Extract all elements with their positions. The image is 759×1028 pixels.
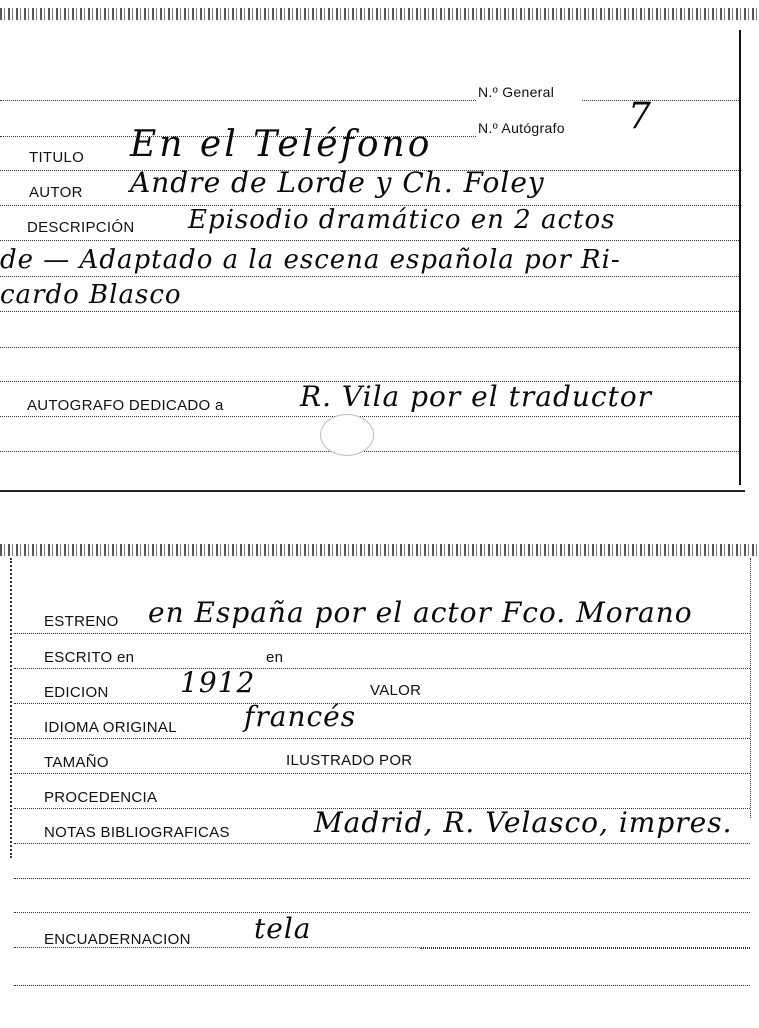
general-number-label: N.º General — [478, 84, 555, 100]
ruled-line — [14, 668, 750, 669]
author-value: Andre de Lorde y Ch. Foley — [130, 166, 545, 199]
title-value: En el Teléfono — [130, 124, 433, 165]
punch-hole — [320, 414, 374, 456]
card-border — [10, 558, 12, 858]
ruled-line — [0, 240, 739, 241]
ruled-line — [0, 347, 739, 348]
written-in-label: ESCRITO en — [44, 649, 135, 666]
ruled-line — [0, 100, 476, 101]
premiere-value: en España por el actor Fco. Morano — [148, 596, 693, 629]
description-label: DESCRIPCIÓN — [27, 219, 135, 236]
card-border — [750, 558, 751, 818]
card-edge — [0, 490, 745, 492]
ruled-line — [14, 878, 750, 879]
catalog-card-top — [0, 0, 759, 492]
autograph-number-label: N.º Autógrafo — [478, 120, 565, 136]
value-label: VALOR — [370, 682, 422, 699]
edition-value: 1912 — [180, 666, 256, 699]
card-border — [739, 30, 741, 485]
binding-label: ENCUADERNACION — [44, 931, 191, 948]
ruled-line — [0, 276, 739, 277]
ruled-line — [14, 912, 750, 913]
ruled-line — [0, 416, 739, 417]
edition-label: EDICION — [44, 684, 109, 701]
dedicated-label: AUTOGRAFO DEDICADO a — [27, 397, 224, 414]
ruled-line — [420, 948, 750, 949]
original-language-label: IDIOMA ORIGINAL — [44, 719, 177, 736]
illustrated-by-label: ILUSTRADO POR — [286, 752, 413, 769]
provenance-label: PROCEDENCIA — [44, 789, 158, 806]
ruled-line — [582, 100, 739, 101]
original-language-value: francés — [244, 700, 357, 733]
bibliographic-notes-label: NOTAS BIBLIOGRAFICAS — [44, 824, 230, 841]
title-label: TITULO — [29, 149, 85, 166]
description-line-2: de — Adaptado a la escena española por Ri- — [0, 245, 621, 275]
description-line-3: cardo Blasco — [0, 280, 182, 310]
ruled-line — [14, 633, 750, 634]
dedicated-value: R. Vila por el traductor — [300, 380, 653, 413]
torn-edge — [0, 8, 759, 20]
ruled-line — [0, 451, 739, 452]
ruled-line — [0, 311, 739, 312]
ruled-line — [14, 985, 750, 986]
ruled-line — [14, 843, 750, 844]
written-in-year-label: en — [266, 649, 284, 666]
author-label: AUTOR — [29, 184, 83, 201]
premiere-label: ESTRENO — [44, 613, 119, 630]
ruled-line — [14, 703, 750, 704]
ruled-line — [14, 738, 750, 739]
catalog-card-bottom — [0, 540, 759, 1028]
bibliographic-notes-value: Madrid, R. Velasco, impres. — [314, 806, 733, 839]
description-line-1: Episodio dramático en 2 actos — [188, 205, 616, 235]
size-label: TAMAÑO — [44, 754, 109, 771]
binding-value: tela — [254, 912, 312, 945]
torn-edge — [0, 544, 759, 556]
autograph-number-value: 7 — [628, 96, 654, 137]
ruled-line — [14, 773, 750, 774]
